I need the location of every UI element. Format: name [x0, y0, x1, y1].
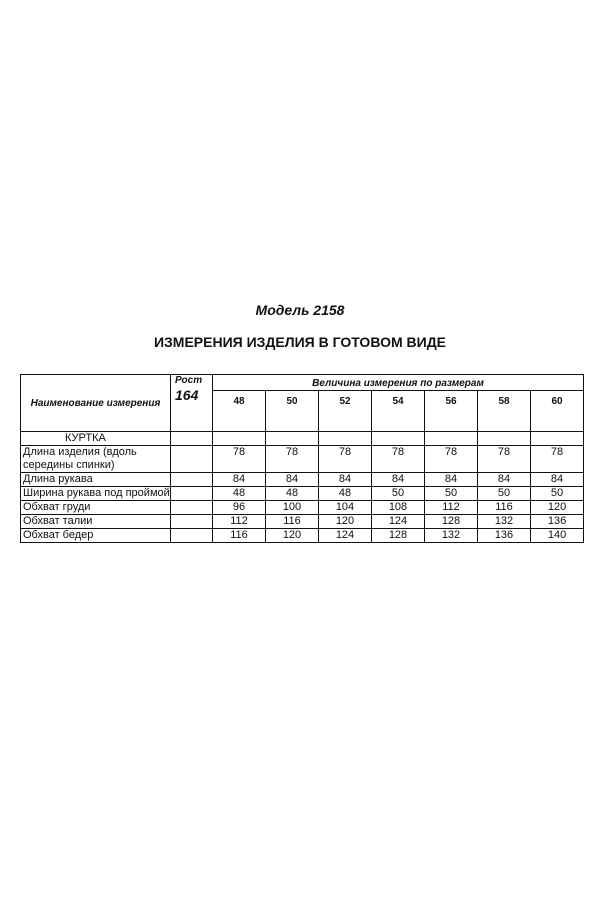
value-cell: 120	[266, 529, 319, 543]
value-cell: 132	[478, 515, 531, 529]
value-cell: 116	[478, 501, 531, 515]
empty-cell	[171, 432, 213, 446]
value-cell: 136	[531, 515, 584, 529]
row-label: Обхват талии	[21, 515, 171, 529]
empty-cell	[478, 432, 531, 446]
header-rost-label: Рост	[175, 375, 203, 386]
value-cell: 78	[213, 446, 266, 473]
empty-cell	[171, 446, 213, 473]
value-cell: 132	[425, 529, 478, 543]
row-label: Обхват груди	[21, 501, 171, 515]
row-label: Длина рукава	[21, 473, 171, 487]
size-header: 56	[425, 391, 478, 432]
empty-cell	[171, 515, 213, 529]
value-cell: 78	[372, 446, 425, 473]
model-title: Модель 2158	[255, 302, 345, 318]
header-row-top	[21, 375, 584, 391]
size-header: 52	[319, 391, 372, 432]
value-cell: 78	[319, 446, 372, 473]
empty-cell	[171, 529, 213, 543]
value-cell: 84	[372, 473, 425, 487]
size-header: 54	[372, 391, 425, 432]
size-header: 48	[213, 391, 266, 432]
value-cell: 124	[372, 515, 425, 529]
value-cell: 50	[531, 487, 584, 501]
empty-cell	[319, 432, 372, 446]
value-cell: 84	[478, 473, 531, 487]
empty-cell	[425, 432, 478, 446]
header-rost-cell	[171, 375, 213, 432]
table-row	[21, 529, 584, 543]
value-cell: 50	[425, 487, 478, 501]
value-cell: 120	[319, 515, 372, 529]
table-row	[21, 487, 584, 501]
value-cell: 112	[425, 501, 478, 515]
value-cell: 78	[266, 446, 319, 473]
empty-cell	[171, 487, 213, 501]
size-header: 60	[531, 391, 584, 432]
value-cell: 104	[319, 501, 372, 515]
table-row	[21, 501, 584, 515]
measurements-table	[20, 374, 584, 543]
value-cell: 48	[266, 487, 319, 501]
document-title: ИЗМЕРЕНИЯ ИЗДЕЛИЯ В ГОТОВОМ ВИДЕ	[153, 334, 447, 350]
section-row	[21, 432, 584, 446]
value-cell: 48	[319, 487, 372, 501]
value-cell: 50	[372, 487, 425, 501]
value-cell: 84	[319, 473, 372, 487]
table-row	[21, 473, 584, 487]
value-cell: 140	[531, 529, 584, 543]
value-cell: 100	[266, 501, 319, 515]
value-cell: 78	[425, 446, 478, 473]
value-cell: 78	[478, 446, 531, 473]
empty-cell	[531, 432, 584, 446]
empty-cell	[372, 432, 425, 446]
empty-cell	[266, 432, 319, 446]
empty-cell	[171, 473, 213, 487]
row-label: Обхват бедер	[21, 529, 171, 543]
value-cell: 84	[213, 473, 266, 487]
value-cell: 108	[372, 501, 425, 515]
header-rost-value: 164	[175, 387, 199, 403]
value-cell: 78	[531, 446, 584, 473]
size-header: 58	[478, 391, 531, 432]
empty-cell	[213, 432, 266, 446]
value-cell: 84	[531, 473, 584, 487]
header-sizes-label: Величина измерения по размерам	[213, 375, 584, 391]
row-label: Длина изделия (вдоль середины спинки)	[21, 446, 171, 473]
value-cell: 48	[213, 487, 266, 501]
value-cell: 84	[266, 473, 319, 487]
empty-cell	[171, 501, 213, 515]
header-name-cell: Наименование измерения	[21, 375, 171, 432]
value-cell: 124	[319, 529, 372, 543]
value-cell: 136	[478, 529, 531, 543]
value-cell: 116	[213, 529, 266, 543]
table-row	[21, 515, 584, 529]
value-cell: 50	[478, 487, 531, 501]
size-header: 50	[266, 391, 319, 432]
value-cell: 84	[425, 473, 478, 487]
value-cell: 128	[425, 515, 478, 529]
value-cell: 112	[213, 515, 266, 529]
table-row	[21, 446, 584, 473]
section-label: КУРТКА	[21, 432, 171, 446]
row-label: Ширина рукава под проймой	[21, 487, 171, 501]
value-cell: 120	[531, 501, 584, 515]
value-cell: 96	[213, 501, 266, 515]
value-cell: 128	[372, 529, 425, 543]
value-cell: 116	[266, 515, 319, 529]
